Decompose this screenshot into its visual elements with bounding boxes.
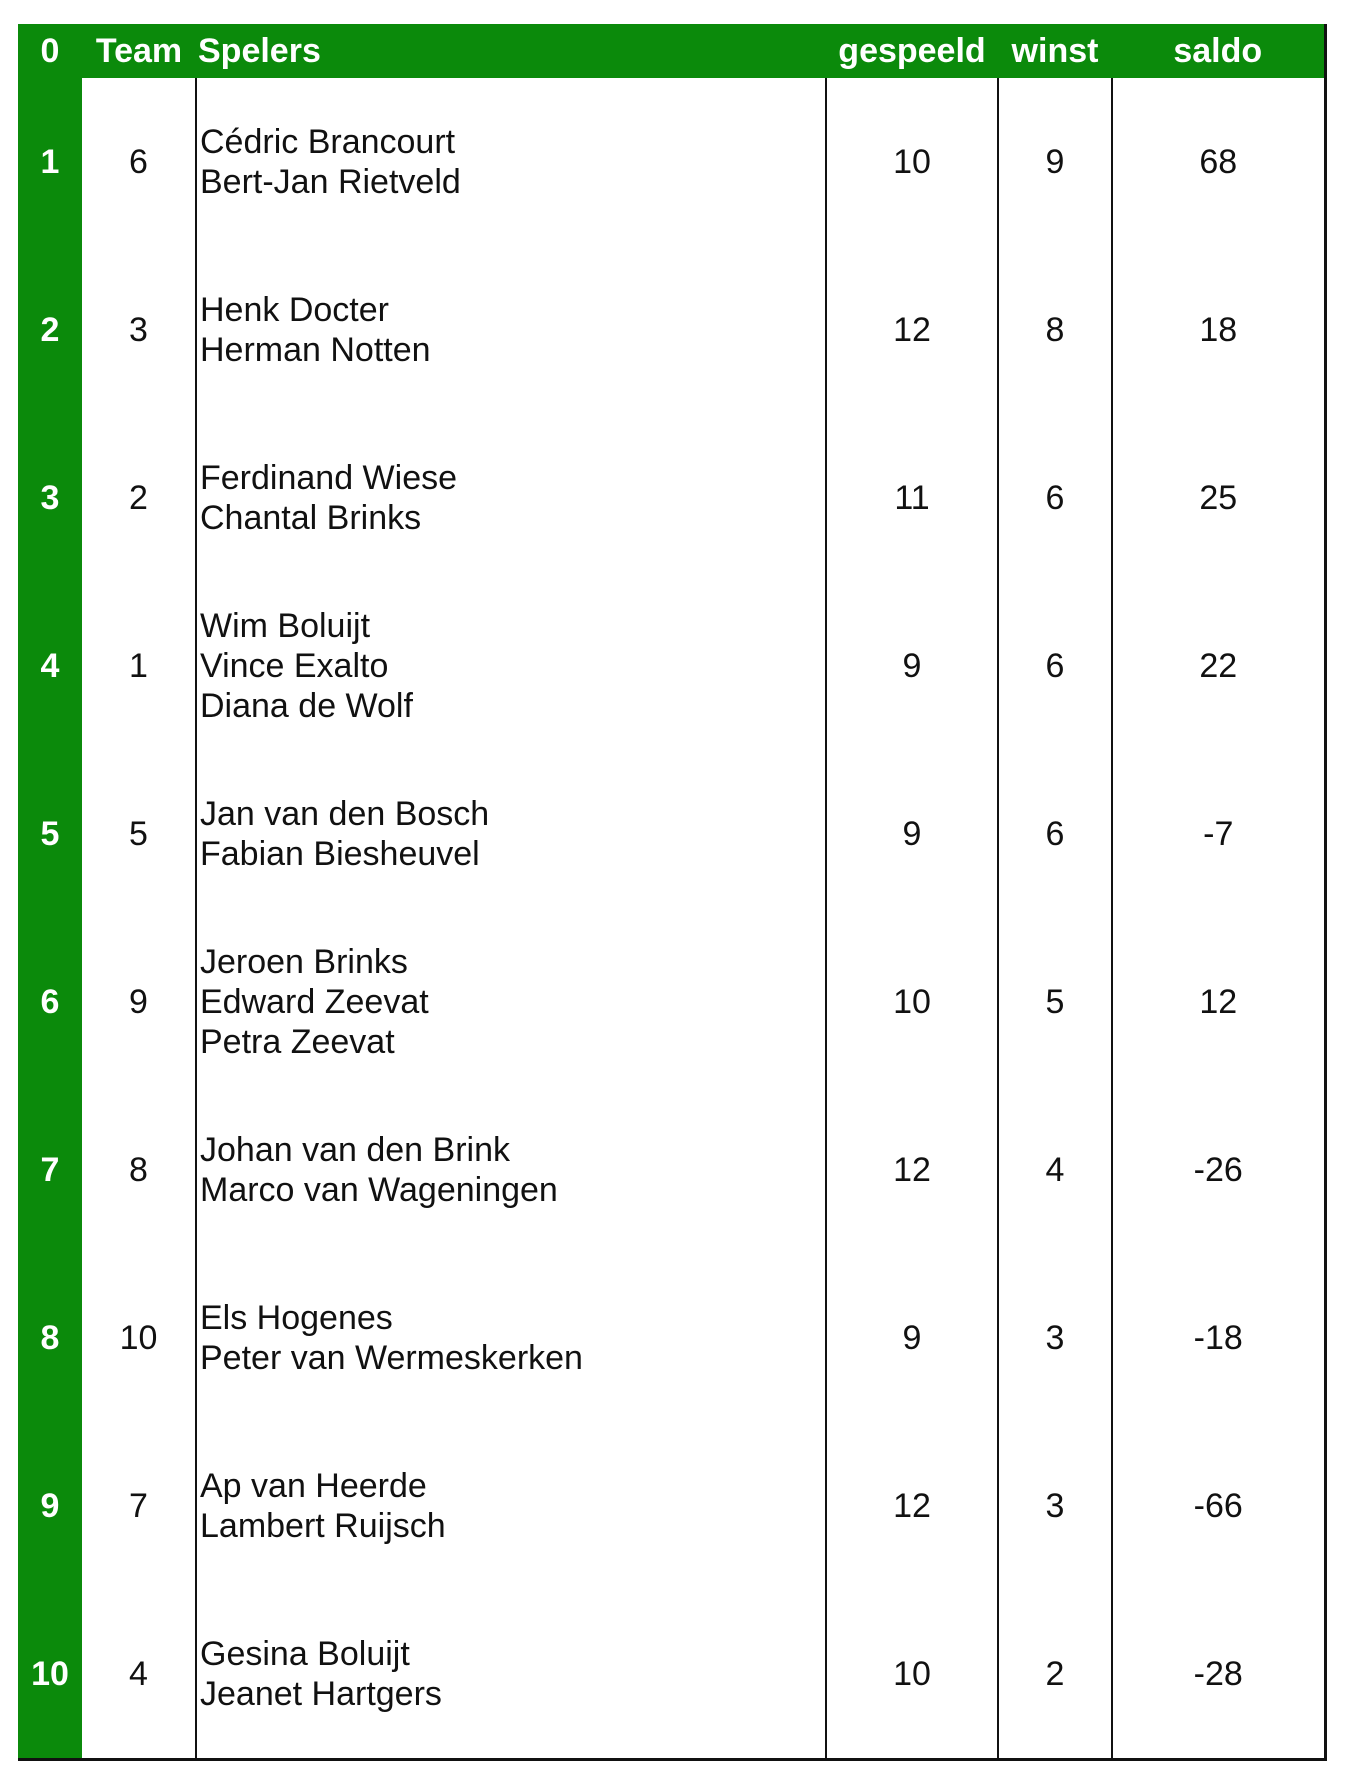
- saldo-cell: 25: [1112, 414, 1325, 582]
- player-name: Johan van den Brink: [200, 1131, 510, 1169]
- player-name: Fabian Biesheuvel: [200, 835, 480, 873]
- table-row: [18, 750, 1325, 918]
- rank-cell: 3: [18, 414, 82, 582]
- saldo-cell: -26: [1112, 1086, 1325, 1254]
- players-cell: [196, 78, 826, 246]
- player-name: Jan van den Bosch: [200, 795, 490, 833]
- player-name: Gesina Boluijt: [200, 1635, 410, 1673]
- table-row: [18, 1422, 1325, 1590]
- player-name: Petra Zeevat: [200, 1023, 395, 1061]
- player-name: Ferdinand Wiese: [200, 459, 458, 497]
- saldo-cell: 68: [1112, 78, 1325, 246]
- player-name: Jeanet Hartgers: [200, 1675, 442, 1713]
- table-row: [18, 1254, 1325, 1422]
- team-cell: 10: [119, 1318, 158, 1357]
- table-row: [18, 1590, 1325, 1760]
- saldo-cell: -66: [1112, 1422, 1325, 1590]
- players-cell: [196, 750, 826, 918]
- wins-cell: 8: [998, 246, 1112, 414]
- header-row: [18, 24, 1325, 78]
- team-cell: 1: [129, 646, 148, 685]
- saldo-cell: 22: [1112, 582, 1325, 750]
- player-name: Edward Zeevat: [200, 983, 429, 1021]
- header-wins: winst: [998, 24, 1112, 78]
- played-cell: 11: [826, 414, 998, 582]
- player-name: Wim Boluijt: [200, 607, 371, 645]
- players-cell: [196, 414, 826, 582]
- team-cell: 2: [129, 478, 148, 517]
- played-cell: 10: [826, 918, 998, 1086]
- header-players: Spelers: [196, 24, 826, 78]
- player-name: Lambert Ruijsch: [200, 1507, 446, 1545]
- played-cell: 10: [826, 1590, 998, 1760]
- table-row: [18, 918, 1325, 1086]
- rank-cell: 10: [18, 1590, 82, 1760]
- header-played: gespeeld: [826, 24, 998, 78]
- played-cell: 9: [826, 1254, 998, 1422]
- player-name: Cédric Brancourt: [200, 123, 456, 161]
- player-name: Vince Exalto: [200, 647, 389, 685]
- rank-cell: 8: [18, 1254, 82, 1422]
- players-cell: [196, 918, 826, 1086]
- saldo-cell: -28: [1112, 1590, 1325, 1760]
- rank-cell: 9: [18, 1422, 82, 1590]
- rank-cell: 7: [18, 1086, 82, 1254]
- rank-cell: 1: [18, 78, 82, 246]
- players-cell: [196, 1422, 826, 1590]
- played-cell: 9: [826, 750, 998, 918]
- played-cell: 12: [826, 246, 998, 414]
- wins-cell: 5: [998, 918, 1112, 1086]
- table-row: [18, 78, 1325, 246]
- header-team: Team: [82, 24, 196, 78]
- player-name: Marco van Wageningen: [200, 1171, 558, 1209]
- player-name: Henk Docter: [200, 291, 389, 329]
- table-row: [18, 582, 1325, 750]
- rank-cell: 2: [18, 246, 82, 414]
- team-cell: 9: [129, 982, 148, 1021]
- saldo-cell: 12: [1112, 918, 1325, 1086]
- team-cell: 4: [82, 1590, 196, 1760]
- rank-cell: 6: [18, 918, 82, 1086]
- played-cell: 12: [826, 1422, 998, 1590]
- saldo-cell: -7: [1112, 750, 1325, 918]
- players-cell: [196, 582, 826, 750]
- wins-cell: 6: [998, 750, 1112, 918]
- wins-cell: 3: [998, 1254, 1112, 1422]
- players-cell: [196, 1086, 826, 1254]
- wins-cell: 9: [998, 78, 1112, 246]
- played-cell: 12: [826, 1086, 998, 1254]
- player-name: Diana de Wolf: [200, 687, 413, 725]
- wins-cell: 3: [998, 1422, 1112, 1590]
- team-cell: 6: [129, 142, 148, 181]
- player-name: Chantal Brinks: [200, 499, 422, 537]
- player-name: Peter van Wermeskerken: [200, 1339, 583, 1377]
- players-cell: [196, 1590, 826, 1760]
- standings-sheet: [18, 24, 1325, 1770]
- player-name: Bert-Jan Rietveld: [200, 163, 461, 201]
- player-name: Ap van Heerde: [200, 1467, 427, 1505]
- saldo-cell: 18: [1112, 246, 1325, 414]
- played-cell: 10: [826, 78, 998, 246]
- players-cell: [196, 1254, 826, 1422]
- team-cell: 7: [129, 1486, 148, 1525]
- player-name: Els Hogenes: [200, 1299, 393, 1337]
- played-cell: 9: [826, 582, 998, 750]
- header-rank: 0: [18, 24, 82, 78]
- wins-cell: 4: [998, 1086, 1112, 1254]
- wins-cell: 6: [998, 582, 1112, 750]
- rank-cell: 5: [18, 750, 82, 918]
- players-cell: [196, 246, 826, 414]
- player-name: Herman Notten: [200, 331, 431, 369]
- table-row: [18, 414, 1325, 582]
- table-row: [18, 1086, 1325, 1254]
- table-row: [18, 246, 1325, 414]
- standings-table: [18, 24, 1327, 1761]
- header-saldo: saldo: [1112, 24, 1325, 78]
- saldo-cell: -18: [1112, 1254, 1325, 1422]
- team-cell: 5: [129, 814, 148, 853]
- team-cell: 8: [129, 1150, 148, 1189]
- wins-cell: 2: [998, 1590, 1112, 1760]
- standings-rows: [18, 78, 1325, 1760]
- team-cell: 3: [129, 310, 148, 349]
- rank-cell: 4: [18, 582, 82, 750]
- wins-cell: 6: [998, 414, 1112, 582]
- player-name: Jeroen Brinks: [200, 943, 408, 981]
